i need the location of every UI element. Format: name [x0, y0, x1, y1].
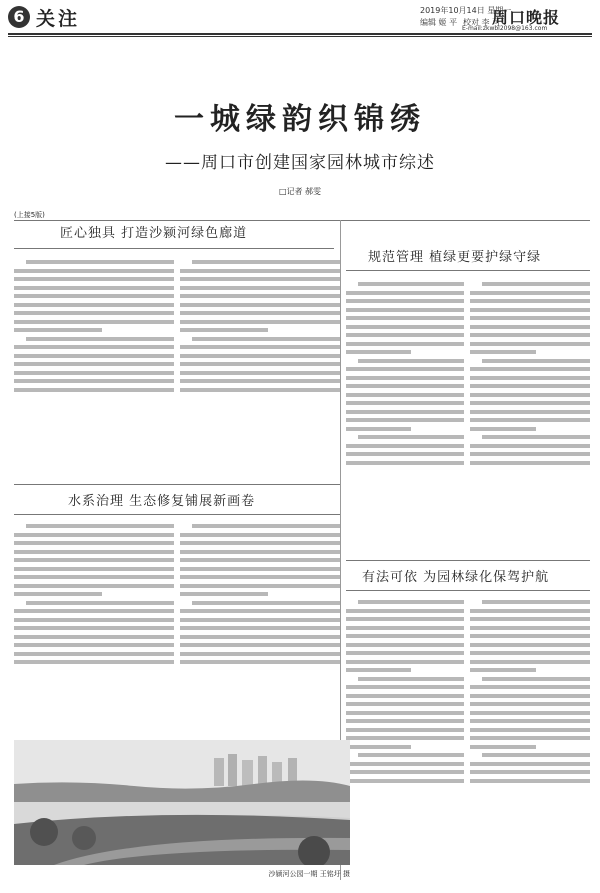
text-line	[470, 401, 590, 405]
text-line	[180, 269, 340, 273]
text-line	[14, 311, 174, 315]
text-line	[14, 294, 174, 298]
text-line	[470, 393, 590, 397]
text-line	[470, 728, 590, 732]
text-line	[346, 401, 464, 405]
column-divider	[340, 220, 341, 520]
text-line	[470, 410, 590, 414]
text-line	[346, 452, 464, 456]
text-line	[346, 418, 464, 422]
subheadline: ——周口市创建国家园林城市综述	[165, 153, 435, 173]
byline: □记者 郝雯	[278, 187, 322, 196]
text-line	[346, 668, 411, 672]
text-line	[14, 533, 174, 537]
proof-credit: 校对 李 可	[463, 18, 501, 27]
text-line	[180, 575, 340, 579]
text-line	[14, 269, 174, 273]
email-address: E-mail:zkwbl2098@163.com	[462, 25, 548, 32]
text-line	[482, 677, 590, 681]
text-line	[180, 635, 340, 639]
text-line	[180, 388, 340, 392]
text-line	[470, 626, 590, 630]
text-line	[470, 719, 590, 723]
text-line	[180, 320, 340, 324]
text-line	[470, 779, 590, 783]
text-line	[14, 618, 174, 622]
text-line	[470, 444, 590, 448]
text-line	[14, 626, 174, 630]
text-line	[14, 362, 174, 366]
park-photo	[14, 740, 350, 865]
text-line	[346, 376, 464, 380]
body-column-6	[180, 520, 340, 734]
section-divider	[14, 248, 334, 249]
text-line	[346, 410, 464, 414]
text-line	[346, 316, 464, 320]
body-column-7	[346, 596, 464, 876]
text-line	[14, 541, 174, 545]
text-line	[346, 694, 464, 698]
text-line	[192, 601, 340, 605]
text-line	[14, 558, 174, 562]
text-line	[180, 541, 340, 545]
text-line	[346, 711, 464, 715]
text-line	[14, 379, 174, 383]
text-line	[180, 609, 340, 613]
text-line	[470, 702, 590, 706]
text-line	[180, 379, 340, 383]
text-line	[14, 635, 174, 639]
text-line	[26, 337, 174, 341]
text-line	[180, 354, 340, 358]
text-line	[14, 277, 174, 281]
text-line	[180, 371, 340, 375]
text-line	[346, 308, 464, 312]
text-line	[346, 702, 464, 706]
text-line	[470, 427, 536, 431]
text-line	[470, 770, 590, 774]
body-column-4	[470, 278, 590, 558]
text-line	[470, 461, 590, 465]
text-line	[470, 685, 590, 689]
section-divider	[346, 590, 590, 591]
text-line	[180, 652, 340, 656]
newspaper-logo: 周口晚报	[492, 8, 561, 27]
text-line	[470, 299, 590, 303]
text-line	[14, 388, 174, 392]
text-line	[346, 634, 464, 638]
text-line	[470, 350, 536, 354]
text-line	[346, 342, 464, 346]
text-line	[14, 328, 102, 332]
headline: 一城绿韵织锦绣	[174, 102, 426, 137]
text-line	[482, 600, 590, 604]
text-line	[346, 461, 464, 465]
text-line	[180, 362, 340, 366]
text-line	[346, 643, 464, 647]
section-divider	[14, 220, 590, 221]
text-line	[180, 558, 340, 562]
text-line	[14, 575, 174, 579]
text-line	[346, 660, 464, 664]
text-line	[180, 592, 268, 596]
text-line	[180, 660, 340, 664]
text-line	[346, 626, 464, 630]
text-line	[14, 567, 174, 571]
editor-credit: 编辑 姬 平	[420, 18, 458, 27]
photo-caption: 沙颍河公园一期 王铭圩 摄	[268, 870, 350, 878]
body-column-2	[180, 256, 340, 466]
text-line	[180, 643, 340, 647]
text-line	[470, 308, 590, 312]
text-line	[482, 753, 590, 757]
section-divider	[346, 560, 590, 561]
text-line	[180, 584, 340, 588]
text-line	[346, 745, 411, 749]
text-line	[14, 592, 102, 596]
text-line	[346, 719, 464, 723]
text-line	[358, 282, 464, 286]
text-line	[346, 384, 464, 388]
text-line	[180, 328, 268, 332]
section-divider	[346, 270, 590, 271]
continued-from: (上接5版)	[14, 211, 45, 219]
text-line	[358, 600, 464, 604]
text-line	[14, 660, 174, 664]
text-line	[346, 609, 464, 613]
text-line	[470, 660, 590, 664]
text-line	[470, 418, 590, 422]
text-line	[346, 367, 464, 371]
text-line	[470, 325, 590, 329]
text-line	[470, 333, 590, 337]
text-line	[470, 711, 590, 715]
text-line	[346, 393, 464, 397]
text-line	[346, 350, 411, 354]
text-line	[358, 677, 464, 681]
text-line	[192, 260, 340, 264]
text-line	[346, 617, 464, 621]
page-number-badge: 6	[8, 6, 30, 28]
text-line	[346, 427, 411, 431]
text-line	[470, 694, 590, 698]
text-line	[180, 345, 340, 349]
text-line	[14, 652, 174, 656]
text-line	[358, 753, 464, 757]
body-column-5	[14, 520, 174, 734]
body-column-1	[14, 256, 174, 466]
text-line	[470, 617, 590, 621]
text-line	[180, 277, 340, 281]
text-line	[192, 337, 340, 341]
text-line	[470, 609, 590, 613]
text-line	[14, 354, 174, 358]
text-line	[470, 643, 590, 647]
text-line	[346, 762, 464, 766]
text-line	[470, 634, 590, 638]
park-photo-illustration	[14, 740, 350, 865]
text-line	[470, 651, 590, 655]
section-name: 关注	[36, 8, 81, 30]
text-line	[192, 524, 340, 528]
text-line	[470, 291, 590, 295]
text-line	[346, 728, 464, 732]
text-line	[470, 745, 536, 749]
text-line	[346, 444, 464, 448]
text-line	[26, 524, 174, 528]
text-line	[14, 609, 174, 613]
text-line	[180, 626, 340, 630]
text-line	[346, 651, 464, 655]
section-heading-4: 有法可依 为园林绿化保驾护航	[362, 570, 550, 585]
text-line	[482, 359, 590, 363]
text-line	[14, 320, 174, 324]
text-line	[346, 770, 464, 774]
masthead-rule	[8, 33, 592, 35]
text-line	[470, 342, 590, 346]
masthead-rule-thin	[8, 36, 592, 37]
text-line	[470, 316, 590, 320]
text-line	[180, 550, 340, 554]
text-line	[180, 303, 340, 307]
text-line	[482, 282, 590, 286]
text-line	[346, 779, 464, 783]
text-line	[470, 384, 590, 388]
text-line	[14, 286, 174, 290]
text-line	[180, 294, 340, 298]
text-line	[26, 260, 174, 264]
text-line	[14, 584, 174, 588]
text-line	[26, 601, 174, 605]
section-divider	[14, 484, 340, 485]
text-line	[180, 567, 340, 571]
text-line	[346, 736, 464, 740]
text-line	[180, 311, 340, 315]
text-line	[470, 736, 590, 740]
text-line	[14, 550, 174, 554]
text-line	[470, 452, 590, 456]
text-line	[470, 367, 590, 371]
text-line	[346, 291, 464, 295]
text-line	[14, 643, 174, 647]
text-line	[470, 668, 536, 672]
text-line	[346, 685, 464, 689]
text-line	[14, 371, 174, 375]
text-line	[358, 359, 464, 363]
section-heading-3: 水系治理 生态修复铺展新画卷	[68, 494, 256, 509]
text-line	[14, 345, 174, 349]
text-line	[180, 286, 340, 290]
text-line	[346, 299, 464, 303]
issue-date: 2019年10月14日 星期一	[420, 6, 512, 15]
body-column-8	[470, 596, 590, 876]
text-line	[346, 325, 464, 329]
text-line	[14, 303, 174, 307]
text-line	[180, 533, 340, 537]
section-heading-1: 匠心独具 打造沙颍河绿色廊道	[60, 226, 248, 241]
text-line	[180, 618, 340, 622]
text-line	[346, 333, 464, 337]
section-divider	[14, 514, 340, 515]
section-heading-2: 规范管理 植绿更要护绿守绿	[368, 250, 542, 265]
text-line	[470, 762, 590, 766]
text-line	[358, 435, 464, 439]
text-line	[470, 376, 590, 380]
text-line	[482, 435, 590, 439]
body-column-3	[346, 278, 464, 558]
